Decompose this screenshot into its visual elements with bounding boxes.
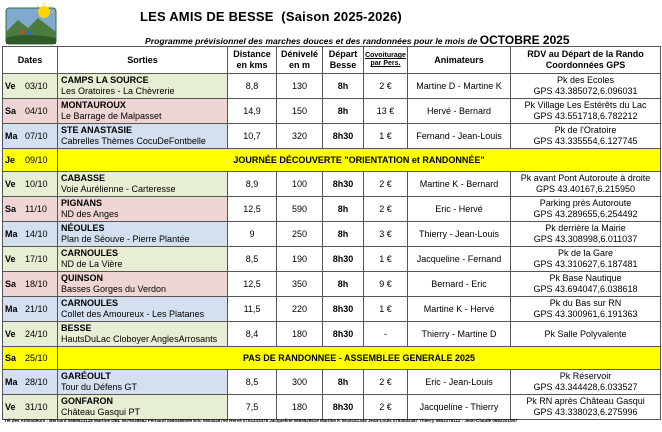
outing-detail: Voie Aurélienne - Carteresse bbox=[61, 184, 176, 194]
rdv-gps: GPS 43.300961,6.191363 bbox=[533, 309, 638, 319]
date-cell: Ma 21/10 bbox=[3, 297, 58, 322]
distance-cell: 12,5 bbox=[228, 272, 277, 297]
depart-cell: 8h bbox=[323, 370, 364, 395]
denivele-cell: 150 bbox=[277, 99, 323, 124]
col-header-sorties: Sorties bbox=[58, 47, 228, 74]
denivele-cell: 220 bbox=[277, 297, 323, 322]
rdv-cell bbox=[511, 74, 661, 99]
outing-name: STE ANASTASIE bbox=[61, 125, 133, 135]
depart-cell: 8h30 bbox=[323, 124, 364, 149]
col-header-dates: Dates bbox=[3, 47, 58, 74]
outing-name: GONFARON bbox=[61, 396, 114, 406]
depart-cell: 8h30 bbox=[323, 395, 364, 420]
rdv-gps: GPS 43.289655,6.254492 bbox=[533, 209, 638, 219]
outing-cell bbox=[58, 197, 228, 222]
outing-detail: Les Oratoires - La Chèvrerie bbox=[61, 86, 175, 96]
denivele-cell: 590 bbox=[277, 197, 323, 222]
outing-cell bbox=[58, 74, 228, 99]
outing-row bbox=[3, 74, 661, 99]
outing-cell bbox=[58, 395, 228, 420]
col-header-depart: Départ Besse bbox=[323, 47, 364, 74]
rdv-place: Pk derrière la Mairie bbox=[545, 223, 626, 233]
denivele-cell: 180 bbox=[277, 322, 323, 347]
denivele-cell: 300 bbox=[277, 370, 323, 395]
covoiturage-cell: 2 € bbox=[364, 74, 408, 99]
date-cell: Ve 10/10 bbox=[3, 172, 58, 197]
covoiturage-cell: 2 € bbox=[364, 172, 408, 197]
rdv-place: Pk de l'Oratoire bbox=[554, 125, 617, 135]
outing-row bbox=[3, 99, 661, 124]
col-header-covoiturage: Covoiturage par Pers. bbox=[364, 47, 408, 74]
outing-row bbox=[3, 322, 661, 347]
covoiturage-cell: - bbox=[364, 322, 408, 347]
covoiturage-cell: 3 € bbox=[364, 222, 408, 247]
rdv-cell bbox=[511, 197, 661, 222]
outing-cell bbox=[58, 297, 228, 322]
date-cell: Sa 18/10 bbox=[3, 272, 58, 297]
animateurs-cell: Eric - Jean-Louis bbox=[408, 370, 511, 395]
distance-cell: 9 bbox=[228, 222, 277, 247]
subtitle-text: Programme prévisionnel des marches douces et des randonnées pour le mois de bbox=[145, 36, 478, 46]
rdv-gps: GPS 43.385072,6.096031 bbox=[533, 86, 638, 96]
rdv-gps: GPS 43.308998,6.011037 bbox=[533, 234, 638, 244]
club-name: LES AMIS DE BESSE bbox=[140, 9, 274, 24]
outing-name: BESSE bbox=[61, 323, 92, 333]
page-title bbox=[140, 9, 402, 24]
outing-cell bbox=[58, 99, 228, 124]
outing-detail: Collet des Amoureux - Les Platanes bbox=[61, 309, 205, 319]
animateurs-cell: Fernand - Jean-Louis bbox=[408, 124, 511, 149]
date-cell: Sa 04/10 bbox=[3, 99, 58, 124]
event-text: PAS DE RANDONNEE - ASSEMBLEE GENERALE 2025 bbox=[58, 347, 661, 370]
depart-cell: 8h30 bbox=[323, 322, 364, 347]
outing-name: CARNOULES bbox=[61, 248, 119, 258]
rdv-place: Pk du Bas sur RN bbox=[549, 298, 622, 308]
rdv-cell bbox=[511, 322, 661, 347]
depart-cell: 8h bbox=[323, 222, 364, 247]
covoiturage-cell: 13 € bbox=[364, 99, 408, 124]
outing-row bbox=[3, 395, 661, 420]
rdv-place: Pk Base Nautique bbox=[549, 273, 622, 283]
denivele-cell: 180 bbox=[277, 395, 323, 420]
rdv-gps: GPS 43.694047,6.038618 bbox=[533, 284, 638, 294]
rdv-cell bbox=[511, 297, 661, 322]
depart-cell: 8h bbox=[323, 99, 364, 124]
outing-name: PIGNANS bbox=[61, 198, 103, 208]
animateurs-cell: Jacqueline - Fernand bbox=[408, 247, 511, 272]
event-text: JOURNÉE DÉCOUVERTE "ORIENTATION et RANDONNÉE" bbox=[58, 149, 661, 172]
event-row bbox=[3, 149, 661, 172]
date-cell: Ma 14/10 bbox=[3, 222, 58, 247]
depart-cell: 8h bbox=[323, 272, 364, 297]
depart-cell: 8h bbox=[323, 197, 364, 222]
outing-row bbox=[3, 272, 661, 297]
rdv-gps: GPS 43.40167,6.215950 bbox=[535, 184, 636, 194]
outing-detail: Basses Gorges du Verdon bbox=[61, 284, 167, 294]
date-cell: Ma 07/10 bbox=[3, 124, 58, 149]
denivele-cell: 350 bbox=[277, 272, 323, 297]
outing-row bbox=[3, 247, 661, 272]
distance-cell: 8,9 bbox=[228, 172, 277, 197]
animateurs-cell: Martine K - Hervé bbox=[408, 297, 511, 322]
denivele-cell: 130 bbox=[277, 74, 323, 99]
rdv-place: Pk Salle Polyvalente bbox=[544, 328, 627, 339]
outing-name: MONTAUROUX bbox=[61, 100, 126, 110]
denivele-cell: 190 bbox=[277, 247, 323, 272]
rdv-gps: GPS 43.551718,6.782212 bbox=[533, 111, 638, 121]
denivele-cell: 100 bbox=[277, 172, 323, 197]
col-header-distance: Distance en kms bbox=[228, 47, 277, 74]
table-header-row bbox=[3, 47, 661, 74]
distance-cell: 8,5 bbox=[228, 370, 277, 395]
outing-cell bbox=[58, 322, 228, 347]
animateurs-cell: Hervé - Bernard bbox=[408, 99, 511, 124]
outing-cell bbox=[58, 247, 228, 272]
outing-detail: ND de La Vière bbox=[61, 259, 123, 269]
distance-cell: 11,5 bbox=[228, 297, 277, 322]
animateurs-cell: Thierry - Martine D bbox=[408, 322, 511, 347]
date-cell: Ve 03/10 bbox=[3, 74, 58, 99]
rdv-gps: GPS 43.344428,6.033527 bbox=[533, 382, 638, 392]
covoiturage-cell: 2 € bbox=[364, 370, 408, 395]
outing-name: CABASSE bbox=[61, 173, 106, 183]
outing-detail: ND des Anges bbox=[61, 209, 119, 219]
rdv-cell bbox=[511, 172, 661, 197]
covoiturage-cell: 1 € bbox=[364, 247, 408, 272]
outing-detail: Cabrelles Thèmes CocuDeFontbelle bbox=[61, 136, 206, 146]
outing-name: GARÉOULT bbox=[61, 371, 111, 381]
rdv-place: Parking près Autoroute bbox=[539, 198, 632, 208]
outing-cell bbox=[58, 124, 228, 149]
rdv-gps: GPS 43.338023,6.275996 bbox=[533, 407, 638, 417]
rdv-place: Pk des Ecoles bbox=[556, 75, 615, 85]
rdv-cell bbox=[511, 124, 661, 149]
outing-cell bbox=[58, 222, 228, 247]
denivele-cell: 320 bbox=[277, 124, 323, 149]
rdv-cell bbox=[511, 222, 661, 247]
animateurs-cell: Bernard - Eric bbox=[408, 272, 511, 297]
depart-cell: 8h30 bbox=[323, 247, 364, 272]
animateurs-cell: Martine K - Bernard bbox=[408, 172, 511, 197]
col-header-animateurs: Animateurs bbox=[408, 47, 511, 74]
animateurs-cell: Jacqueline - Thierry bbox=[408, 395, 511, 420]
outing-detail: Plan de Séouve - Pierre Plantée bbox=[61, 234, 190, 244]
outing-cell bbox=[58, 172, 228, 197]
outing-name: QUINSON bbox=[61, 273, 104, 283]
denivele-cell: 250 bbox=[277, 222, 323, 247]
rdv-cell bbox=[511, 272, 661, 297]
covoiturage-cell: 9 € bbox=[364, 272, 408, 297]
month-label: OCTOBRE 2025 bbox=[479, 33, 570, 47]
outing-detail: Tour du Défens GT bbox=[61, 382, 138, 392]
date-cell: Ve 24/10 bbox=[3, 322, 58, 347]
outing-row bbox=[3, 197, 661, 222]
outing-row bbox=[3, 124, 661, 149]
outing-name: CARNOULES bbox=[61, 298, 119, 308]
rdv-place: Pk avant Pont Autoroute à droite bbox=[520, 173, 651, 183]
distance-cell: 7,5 bbox=[228, 395, 277, 420]
outing-name: CAMPS LA SOURCE bbox=[61, 75, 149, 85]
rdv-place: Pk Village Les Estérêts du Lac bbox=[524, 100, 647, 110]
page-subtitle bbox=[145, 33, 570, 47]
depart-cell: 8h30 bbox=[323, 172, 364, 197]
season-label: (Saison 2025-2026) bbox=[281, 9, 402, 24]
covoiturage-cell: 2 € bbox=[364, 395, 408, 420]
distance-cell: 14,9 bbox=[228, 99, 277, 124]
program-table bbox=[2, 46, 661, 420]
outing-detail: Le Barrage de Malpasset bbox=[61, 111, 162, 121]
event-row bbox=[3, 347, 661, 370]
outing-detail: HautsDuLac Cloboyer AnglesArrosants bbox=[61, 334, 218, 344]
club-logo-image bbox=[4, 2, 58, 46]
rdv-place: Pk Réservoir bbox=[559, 371, 612, 381]
date-cell: Sa 11/10 bbox=[3, 197, 58, 222]
date-cell: Je 09/10 bbox=[3, 149, 58, 172]
distance-cell: 8,5 bbox=[228, 247, 277, 272]
animateurs-cell: Thierry - Jean-Louis bbox=[408, 222, 511, 247]
outing-cell bbox=[58, 272, 228, 297]
distance-cell: 10,7 bbox=[228, 124, 277, 149]
covoiturage-cell: 1 € bbox=[364, 297, 408, 322]
rdv-gps: GPS 43.310627,6.187481 bbox=[533, 259, 638, 269]
rdv-place: Pk RN après Château Gasqui bbox=[526, 396, 645, 406]
date-cell: Ve 31/10 bbox=[3, 395, 58, 420]
outing-row bbox=[3, 297, 661, 322]
covoiturage-cell: 2 € bbox=[364, 197, 408, 222]
rdv-cell bbox=[511, 247, 661, 272]
outing-row bbox=[3, 172, 661, 197]
animateurs-cell: Martine D - Martine K bbox=[408, 74, 511, 99]
col-header-rdv: RDV au Départ de la Rando Coordonnées GPS bbox=[511, 47, 661, 74]
outing-detail: Château Gasqui PT bbox=[61, 407, 141, 417]
outing-cell bbox=[58, 370, 228, 395]
animateurs-cell: Eric - Hervé bbox=[408, 197, 511, 222]
rdv-cell bbox=[511, 99, 661, 124]
rdv-gps: GPS 43.335554,6.127745 bbox=[533, 136, 638, 146]
rdv-cell bbox=[511, 370, 661, 395]
covoiturage-cell: 1 € bbox=[364, 124, 408, 149]
rdv-place: Pk de la Gare bbox=[557, 248, 614, 258]
animators-phone-list: Tél des Animateurs : Bernard 0686923128 Martine DBL 0675038562 Fernand 0680486099 Eric 0604528790 Hervé 0761433478 Jacqueline 0685529519 Martine K 0616181345 Jean-Louis 0783043387 Thierry 0652276112 - Jean-Claude 0682201067 bbox=[4, 418, 518, 423]
outing-name: NÉOULES bbox=[61, 223, 105, 233]
distance-cell: 8,8 bbox=[228, 74, 277, 99]
col-header-denivele: Dénivelé en m bbox=[277, 47, 323, 74]
date-cell: Ve 17/10 bbox=[3, 247, 58, 272]
date-cell: Ma 28/10 bbox=[3, 370, 58, 395]
distance-cell: 12,5 bbox=[228, 197, 277, 222]
depart-cell: 8h bbox=[323, 74, 364, 99]
rdv-cell bbox=[511, 395, 661, 420]
outing-row bbox=[3, 370, 661, 395]
date-cell: Sa 25/10 bbox=[3, 347, 58, 370]
distance-cell: 8,4 bbox=[228, 322, 277, 347]
depart-cell: 8h30 bbox=[323, 297, 364, 322]
outing-row bbox=[3, 222, 661, 247]
